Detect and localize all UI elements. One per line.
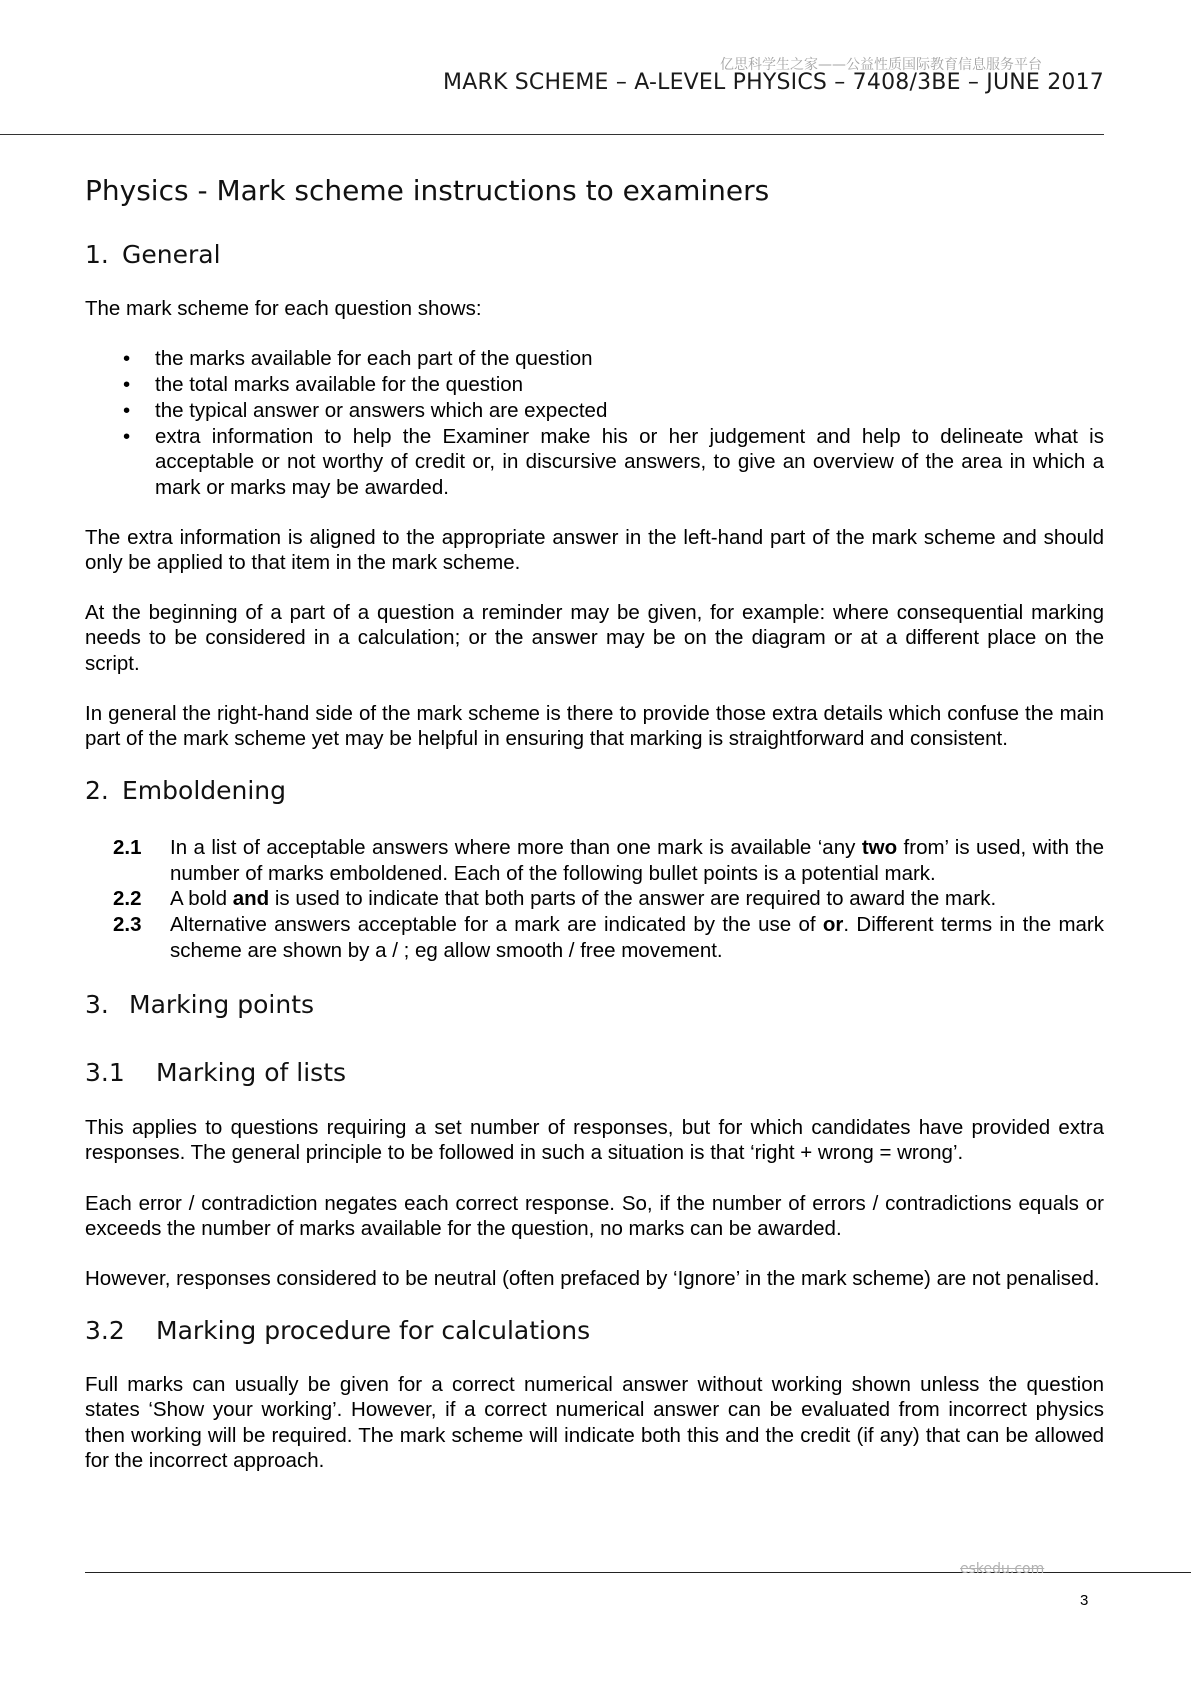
item-number: 2.2 xyxy=(113,887,142,911)
list-item-text: extra information to help the Examiner make his or her judgement and help to delineate what is acceptable or not worthy of credit or, in discursive answers, to give an overview of the area in which a mark or marks may be awarded. xyxy=(155,425,1104,499)
bullet-icon: • xyxy=(123,399,131,423)
item-number: 2.3 xyxy=(113,913,142,937)
section-number: 2. xyxy=(85,776,109,806)
general-bullet-list xyxy=(85,346,1104,500)
item-number: 2.1 xyxy=(113,836,142,860)
section-title: Marking procedure for calculations xyxy=(156,1316,591,1346)
section-title: Marking points xyxy=(129,990,315,1020)
list-item xyxy=(85,424,1104,500)
general-paragraph-1: The extra information is aligned to the appropriate answer in the left-hand part of the mark scheme and should only be applied to that item in the mark scheme. xyxy=(85,525,1104,575)
section-heading-general xyxy=(85,237,1104,273)
section-number: 1. xyxy=(85,240,109,269)
list-item xyxy=(85,835,1104,886)
item-text: from’ is used, with the number of marks emboldened. Each of the following bullet points is a potential mark. xyxy=(170,836,1105,885)
page-number: 3 xyxy=(1080,1592,1089,1609)
section-heading-marking-points xyxy=(85,987,1104,1023)
item-bold-text: or xyxy=(822,913,844,937)
lists-paragraph-3: However, responses considered to be neutral (often prefaced by ‘Ignore’ in the mark scheme) are not penalised. xyxy=(85,1267,1100,1291)
list-item-text: the typical answer or answers which are expected xyxy=(155,399,608,423)
general-paragraph-3: In general the right-hand side of the mark scheme is there to provide those extra details which confuse the main part of the mark scheme yet may be helpful in ensuring that marking is straightforward and consistent. xyxy=(85,701,1104,751)
item-text: Alternative answers acceptable for a mark are indicated by the use of xyxy=(170,913,823,937)
section-number: 3.1 xyxy=(85,1058,125,1088)
item-text: In a list of acceptable answers where more than one mark is available ‘any xyxy=(170,836,862,860)
list-item xyxy=(85,912,1104,963)
running-header: MARK SCHEME – A-LEVEL PHYSICS – 7408/3BE – JUNE 2017 xyxy=(443,70,1104,95)
section-heading-marking-of-lists xyxy=(85,1055,1104,1091)
page-title: Physics - Mark scheme instructions to examiners xyxy=(85,174,770,207)
page-content xyxy=(85,168,1104,1473)
item-text: . Different terms in the mark scheme are shown by a / ; eg allow smooth / free movement. xyxy=(170,913,1104,962)
footer-watermark: eskedu.com xyxy=(960,1561,1045,1577)
header-watermark: 亿思科学生之家——公益性质国际教育信息服务平台 xyxy=(720,57,1042,73)
section-number: 3.2 xyxy=(85,1316,125,1346)
section-title: Marking of lists xyxy=(156,1058,347,1088)
section-number: 3. xyxy=(85,990,109,1020)
item-text: is used to indicate that both parts of the answer are required to award the mark. xyxy=(269,887,997,911)
section-title: Emboldening xyxy=(122,776,287,806)
list-item xyxy=(85,886,1104,912)
item-bold-text: and xyxy=(232,887,270,911)
calculations-paragraph-1: Full marks can usually be given for a correct numerical answer without working shown unless the question states ‘Show your working’. However, if a correct numerical answer can be evaluated from incorrect physics then working will be required. The mark scheme will indicate both this and the credit (if any) that can be allowed for the incorrect approach. xyxy=(85,1373,1104,1472)
item-bold-text: two xyxy=(861,836,898,860)
list-item-text: the total marks available for the question xyxy=(155,373,524,397)
list-item xyxy=(85,372,1104,398)
section-title: General xyxy=(122,240,221,269)
section-heading-emboldening xyxy=(85,773,1104,809)
bullet-icon: • xyxy=(123,373,131,397)
general-intro: The mark scheme for each question shows: xyxy=(85,297,482,320)
header-rule xyxy=(0,134,1104,135)
general-paragraph-2: At the beginning of a part of a question a reminder may be given, for example: where consequential marking needs to be considered in a calculation; or the answer may be on the diagram or at a different place on the script. xyxy=(85,601,1104,675)
lists-paragraph-2: Each error / contradiction negates each correct response. So, if the number of errors / contradictions equals or exceeds the number of marks available for the question, no marks can be awarded. xyxy=(85,1191,1104,1240)
list-item-text: the marks available for each part of the question xyxy=(155,347,593,371)
section-heading-calculations xyxy=(85,1313,1104,1349)
list-item xyxy=(85,398,1104,424)
lists-paragraph-1: This applies to questions requiring a set number of responses, but for which candidates have provided extra responses. The general principle to be followed in such a situation is that ‘right + wrong = wrong’. xyxy=(85,1116,1104,1165)
bullet-icon: • xyxy=(123,425,131,449)
bullet-icon: • xyxy=(123,347,131,371)
emboldening-list xyxy=(85,835,1104,963)
list-item xyxy=(85,346,1104,372)
item-text: A bold xyxy=(170,887,233,911)
